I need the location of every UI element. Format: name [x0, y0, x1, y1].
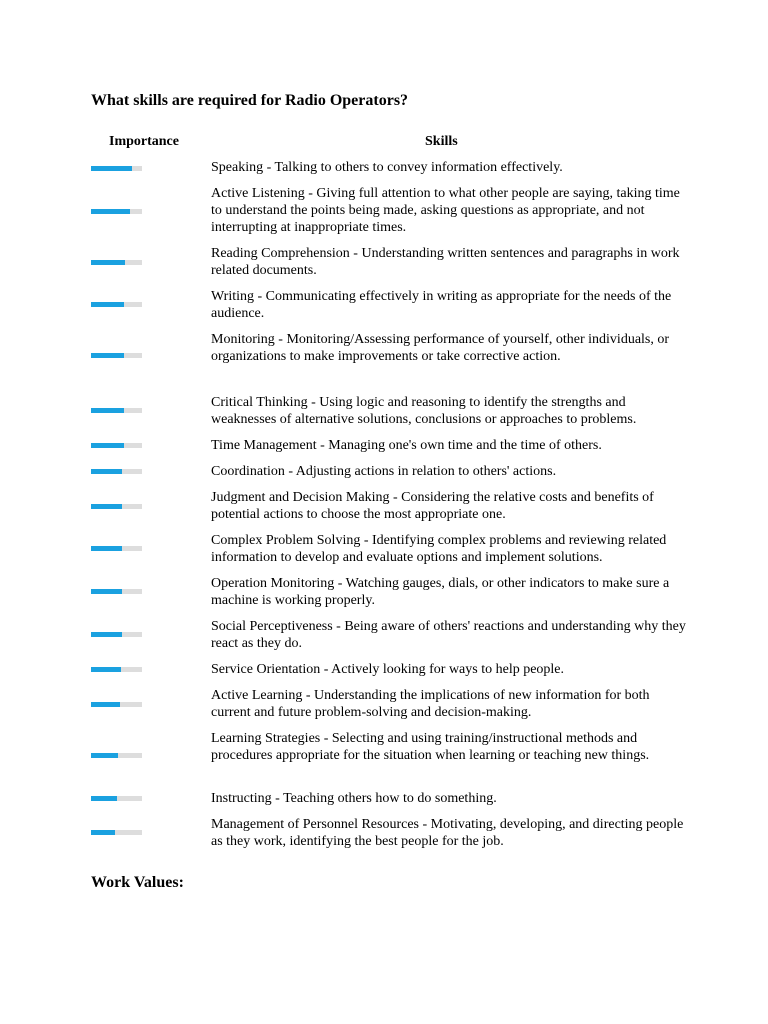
- importance-bar: [91, 443, 142, 448]
- importance-bar-fill: [91, 353, 124, 358]
- skill-description: Reading Comprehension - Understanding written sentences and paragraphs in work related documents.: [211, 246, 680, 279]
- importance-bar: [91, 589, 142, 594]
- importance-bar-fill: [91, 504, 122, 509]
- skill-description: Coordination - Adjusting actions in relation to others' actions.: [211, 464, 557, 479]
- importance-bar-fill: [91, 589, 122, 594]
- importance-bar: [91, 632, 142, 637]
- importance-bar: [91, 830, 142, 835]
- importance-bar: [91, 166, 142, 171]
- skill-description: Speaking - Talking to others to convey information effectively.: [211, 160, 563, 175]
- page-title: What skills are required for Radio Operators?: [91, 92, 409, 109]
- importance-column-header: Importance: [109, 134, 179, 149]
- importance-bar: [91, 209, 142, 214]
- skill-description: Writing - Communicating effectively in writing as appropriate for the needs of the audience.: [211, 289, 672, 322]
- skill-description: Management of Personnel Resources - Motivating, developing, and directing people as they work, identifying the best people for the job.: [211, 817, 684, 850]
- importance-bar: [91, 469, 142, 474]
- importance-bar: [91, 504, 142, 509]
- importance-bar-fill: [91, 209, 130, 214]
- importance-bar-fill: [91, 753, 118, 758]
- skill-description: Monitoring - Monitoring/Assessing performance of yourself, other individuals, or organizations to make improvements or take corrective action.: [211, 332, 670, 365]
- importance-bar-fill: [91, 830, 115, 835]
- importance-bar-fill: [91, 667, 121, 672]
- skill-description: Learning Strategies - Selecting and using training/instructional methods and procedures appropriate for the situation when learning or teaching new things.: [211, 731, 650, 764]
- importance-bar: [91, 302, 142, 307]
- importance-bar-fill: [91, 443, 124, 448]
- skill-description: Service Orientation - Actively looking for ways to help people.: [211, 662, 565, 677]
- skill-description: Active Learning - Understanding the implications of new information for both current and future problem-solving and decision-making.: [211, 688, 650, 721]
- importance-bar-fill: [91, 702, 120, 707]
- importance-bar-fill: [91, 796, 117, 801]
- work-values-heading: Work Values:: [91, 874, 184, 891]
- skill-description: Critical Thinking - Using logic and reasoning to identify the strengths and weaknesses of alternative solutions, conclusions or approaches to problems.: [211, 395, 637, 428]
- importance-bar: [91, 408, 142, 413]
- importance-bar-fill: [91, 632, 122, 637]
- importance-bar: [91, 796, 142, 801]
- skill-description: Time Management - Managing one's own time and the time of others.: [211, 438, 602, 453]
- importance-bar: [91, 753, 142, 758]
- skill-description: Complex Problem Solving - Identifying complex problems and reviewing related information to develop and evaluate options and implement solutions.: [211, 533, 667, 566]
- skill-description: Instructing - Teaching others how to do something.: [211, 791, 497, 806]
- importance-bar: [91, 260, 142, 265]
- skill-description: Judgment and Decision Making - Considering the relative costs and benefits of potential actions to choose the most appropriate one.: [211, 490, 654, 523]
- skill-description: Operation Monitoring - Watching gauges, dials, or other indicators to make sure a machine is working properly.: [211, 576, 670, 609]
- importance-bar-fill: [91, 260, 125, 265]
- importance-bar: [91, 353, 142, 358]
- importance-bar-fill: [91, 546, 122, 551]
- importance-bar-fill: [91, 469, 122, 474]
- importance-bar: [91, 667, 142, 672]
- skills-column-header: Skills: [425, 134, 458, 149]
- importance-bar: [91, 702, 142, 707]
- skill-description: Social Perceptiveness - Being aware of others' reactions and understanding why they react as they do.: [211, 619, 686, 652]
- skill-description: Active Listening - Giving full attention to what other people are saying, taking time to understand the points being made, asking questions as appropriate, and not interrupting at inappropriate times.: [211, 186, 680, 236]
- importance-bar-fill: [91, 408, 124, 413]
- importance-bar: [91, 546, 142, 551]
- importance-bar-fill: [91, 302, 124, 307]
- importance-bar-fill: [91, 166, 132, 171]
